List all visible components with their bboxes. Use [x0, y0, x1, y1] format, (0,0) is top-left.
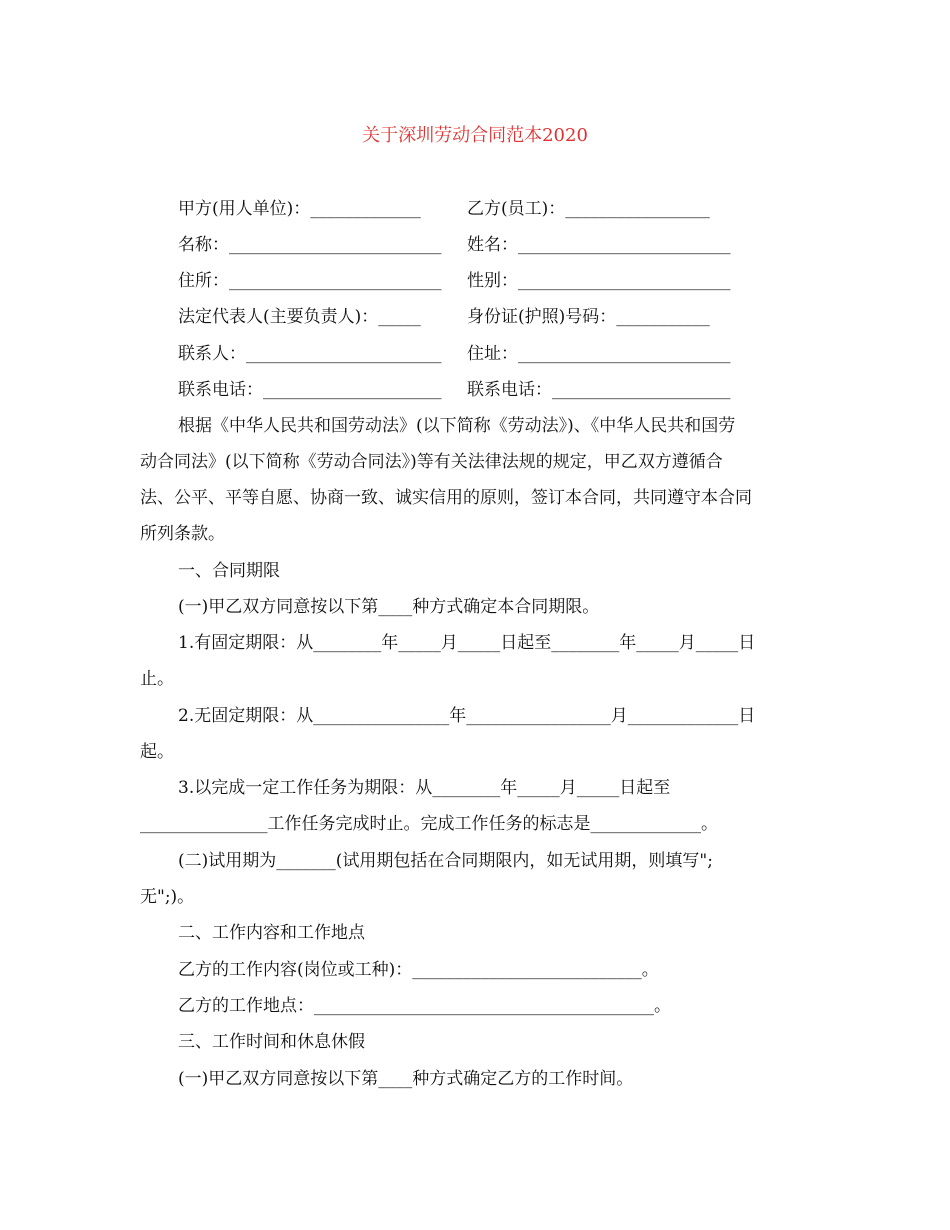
clause-term-method: (一)甲乙双方同意按以下第____种方式确定本合同期限。 — [178, 597, 600, 617]
clause-work-content: 乙方的工作内容(岗位或工种)：___________________________。 — [178, 960, 659, 980]
document-title: 关于深圳劳动合同范本2020 — [362, 125, 588, 146]
intro-line-2: 动合同法》(以下简称《劳动合同法》)等有关法律法规的规定，甲乙双方遵循合 — [140, 452, 723, 472]
party-a-contact: 联系人：_______________________ — [178, 344, 442, 364]
party-a-legal-rep: 法定代表人(主要负责人)：_____ — [178, 307, 421, 327]
clause-probation-cont: 无";)。 — [140, 887, 195, 907]
party-a-name: 名称：_________________________ — [178, 235, 442, 255]
intro-line-4: 所列条款。 — [140, 524, 225, 544]
party-a-unit: 甲方(用人单位)：_____________ — [178, 199, 421, 219]
clause-fixed-term: 1.有固定期限：从________年_____月_____日起至________年_____月_____日 — [178, 633, 756, 653]
clause-fixed-term-cont: 止。 — [140, 669, 174, 689]
clause-task-term: 3.以完成一定工作任务为期限：从________年_____月_____日起至 — [178, 778, 671, 798]
clause-work-location: 乙方的工作地点：________________________________________。 — [178, 996, 671, 1016]
intro-line-1: 根据《中华人民共和国劳动法》(以下简称《劳动法》)、《中华人民共和国劳 — [178, 416, 736, 436]
intro-line-3: 法、公平、平等自愿、协商一致、诚实信用的原则，签订本合同，共同遵守本合同 — [140, 488, 752, 508]
party-b-employee: 乙方(员工)：_________________ — [467, 199, 710, 219]
section-heading-3: 三、工作时间和休息休假 — [178, 1032, 365, 1052]
clause-open-term: 2.无固定期限：从________________年_________________月_____________日 — [178, 706, 756, 726]
section-heading-1: 一、合同期限 — [178, 561, 280, 581]
clause-work-hours: (一)甲乙双方同意按以下第____种方式确定乙方的工作时间。 — [178, 1069, 634, 1089]
party-b-address: 住址：_________________________ — [467, 344, 731, 364]
clause-open-term-cont: 起。 — [140, 742, 174, 762]
party-b-phone: 联系电话：_____________________ — [467, 380, 731, 400]
party-a-phone: 联系电话：_____________________ — [178, 380, 442, 400]
party-b-name: 姓名：_________________________ — [467, 235, 731, 255]
section-heading-2: 二、工作内容和工作地点 — [178, 923, 365, 943]
clause-probation: (二)试用期为_______(试用期包括在合同期限内，如无试用期，则填写"; — [178, 851, 713, 871]
party-b-id-number: 身份证(护照)号码：___________ — [467, 307, 710, 327]
party-b-gender: 性别：_________________________ — [467, 271, 731, 291]
party-a-address: 住所：_________________________ — [178, 271, 442, 291]
clause-task-term-cont: _______________工作任务完成时止。完成工作任务的标志是_____________。 — [140, 814, 718, 834]
